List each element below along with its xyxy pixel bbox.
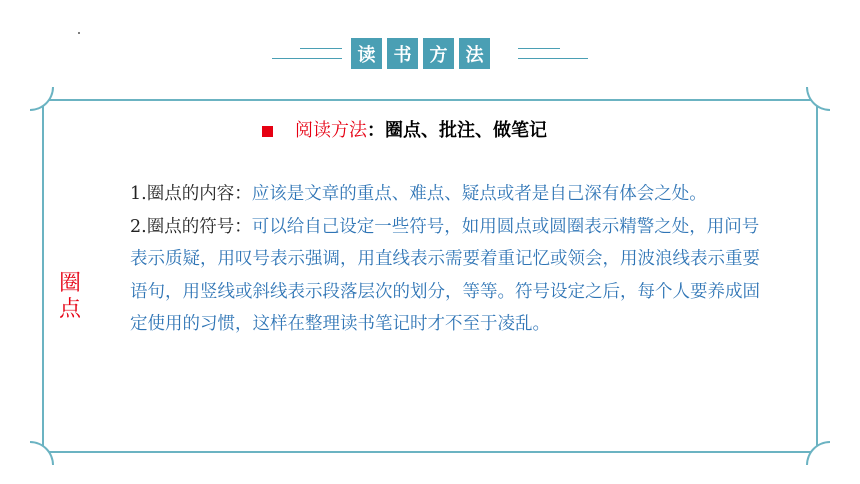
subtitle-heading: 阅读方法 <box>295 120 367 141</box>
paragraph <box>130 211 760 341</box>
bullet-square-icon <box>262 126 273 137</box>
header-line-left-bottom <box>272 58 342 59</box>
subtitle-text: ：圈点、批注、做笔记 <box>367 120 547 141</box>
section-title <box>351 38 490 69</box>
title-char: 读 <box>351 38 382 69</box>
paragraph-label: 1.圈点的内容： <box>130 184 252 204</box>
paragraph-label: 2.圈点的符号： <box>130 216 252 237</box>
title-char: 书 <box>387 38 418 69</box>
side-label: 圈点 <box>58 271 81 322</box>
frame-corner <box>30 441 54 465</box>
paragraph-text: 可以给自己设定一些符号，如用圆点或圆圈表示精警之处，用问号表示质疑，用叹号表示强调，用直线表示需要着重记忆或领会，用波浪线表示重要语句，用竖线或斜线表示段落层次的划分，等等。符号设定之后，每个人要养成固定使用的习惯，这样在整理读书笔记时才不至于凌乱。 <box>130 216 760 334</box>
subtitle <box>262 118 547 144</box>
title-char: 法 <box>459 38 490 69</box>
header-line-left-top <box>300 48 342 49</box>
header-line-right-top <box>518 48 560 49</box>
frame-corner <box>806 441 830 465</box>
decorative-dot <box>78 32 80 34</box>
frame-corner <box>806 87 830 111</box>
paragraph <box>130 178 760 211</box>
header-line-right-bottom <box>518 58 588 59</box>
content-body <box>130 178 760 341</box>
paragraph-text: 应该是文章的重点、难点、疑点或者是自己深有体会之处。 <box>251 184 707 204</box>
frame-corner <box>30 87 54 111</box>
section-header <box>0 38 860 74</box>
title-char: 方 <box>423 38 454 69</box>
